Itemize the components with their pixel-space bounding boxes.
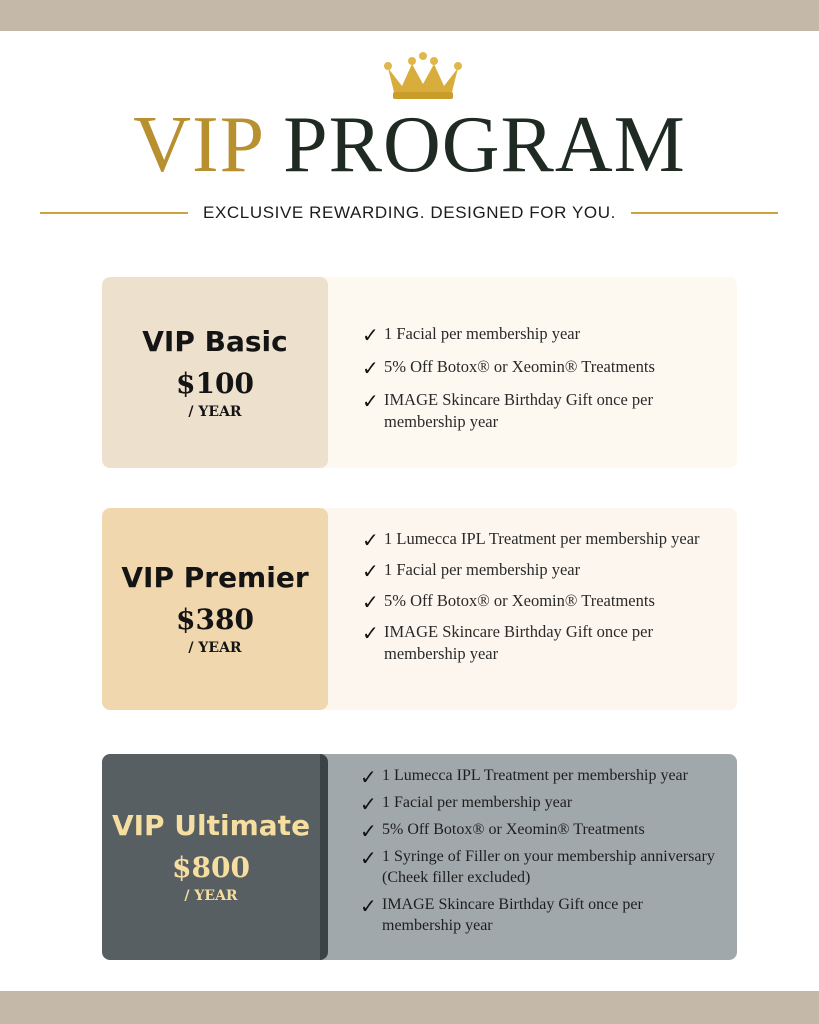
plan-features (328, 754, 737, 960)
top-band (0, 0, 819, 31)
feature-item (360, 819, 723, 843)
plan-period: / YEAR (184, 888, 238, 904)
feature-text: 1 Facial per membership year (382, 794, 573, 811)
plan-summary (102, 508, 328, 710)
divider-right (631, 212, 778, 214)
feature-text: 1 Facial per membership year (384, 324, 581, 343)
plan-name: VIP Premier (121, 561, 309, 594)
checkmark-icon: ✓ (362, 559, 379, 583)
feature-item (362, 323, 723, 345)
feature-text: 1 Lumecca IPL Treatment per membership year (382, 767, 688, 784)
plan-name: VIP Basic (142, 324, 288, 358)
checkmark-icon: ✓ (362, 356, 379, 380)
plan-summary (102, 277, 328, 468)
page-title (0, 100, 819, 190)
feature-item (360, 792, 723, 816)
feature-item (362, 356, 723, 378)
checkmark-icon: ✓ (360, 894, 377, 918)
plan-features (328, 277, 737, 468)
checkmark-icon: ✓ (362, 590, 379, 614)
checkmark-icon: ✓ (362, 528, 379, 552)
feature-text: 5% Off Botox® or Xeomin® Treatments (384, 591, 655, 610)
feature-text: 1 Syringe of Filler on your membership anniversary (Cheek filler excluded) (382, 848, 715, 886)
feature-text: 1 Lumecca IPL Treatment per membership year (384, 529, 700, 548)
feature-item (360, 846, 723, 888)
checkmark-icon: ✓ (362, 389, 379, 413)
plan-price: $380 (176, 603, 254, 636)
feature-item (360, 894, 723, 936)
checkmark-icon: ✓ (360, 792, 377, 816)
crown-icon (382, 52, 464, 102)
feature-item (362, 621, 723, 665)
plan-period: / YEAR (188, 403, 242, 420)
title-program: PROGRAM (283, 101, 686, 189)
checkmark-icon: ✓ (360, 846, 377, 870)
bottom-band (0, 991, 819, 1024)
tagline: EXCLUSIVE REWARDING. DESIGNED FOR YOU. (203, 203, 616, 222)
checkmark-icon: ✓ (360, 765, 377, 789)
plan-period: / YEAR (188, 640, 242, 656)
feature-item (362, 590, 723, 612)
plan-card-premier (102, 508, 737, 710)
checkmark-icon: ✓ (362, 621, 379, 645)
feature-text: IMAGE Skincare Birthday Gift once per membership year (384, 622, 653, 663)
feature-item (362, 559, 723, 581)
plan-price: $800 (172, 851, 250, 884)
plan-name: VIP Ultimate (111, 809, 311, 842)
feature-text: IMAGE Skincare Birthday Gift once per membership year (384, 390, 653, 431)
feature-item (360, 765, 723, 789)
checkmark-icon: ✓ (362, 323, 379, 347)
feature-text: 5% Off Botox® or Xeomin® Treatments (382, 821, 645, 838)
feature-text: 5% Off Botox® or Xeomin® Treatments (384, 357, 655, 376)
plan-summary (102, 754, 328, 960)
plan-features (328, 508, 737, 710)
checkmark-icon: ✓ (360, 819, 377, 843)
title-vip: VIP (133, 101, 263, 189)
divider-left (40, 212, 188, 214)
feature-text: IMAGE Skincare Birthday Gift once per membership year (382, 896, 643, 934)
feature-text: 1 Facial per membership year (384, 560, 581, 579)
feature-item (362, 528, 723, 550)
plan-card-basic (102, 277, 737, 468)
feature-item (362, 389, 723, 433)
plan-price: $100 (176, 366, 254, 400)
plan-card-ultimate (102, 754, 737, 960)
